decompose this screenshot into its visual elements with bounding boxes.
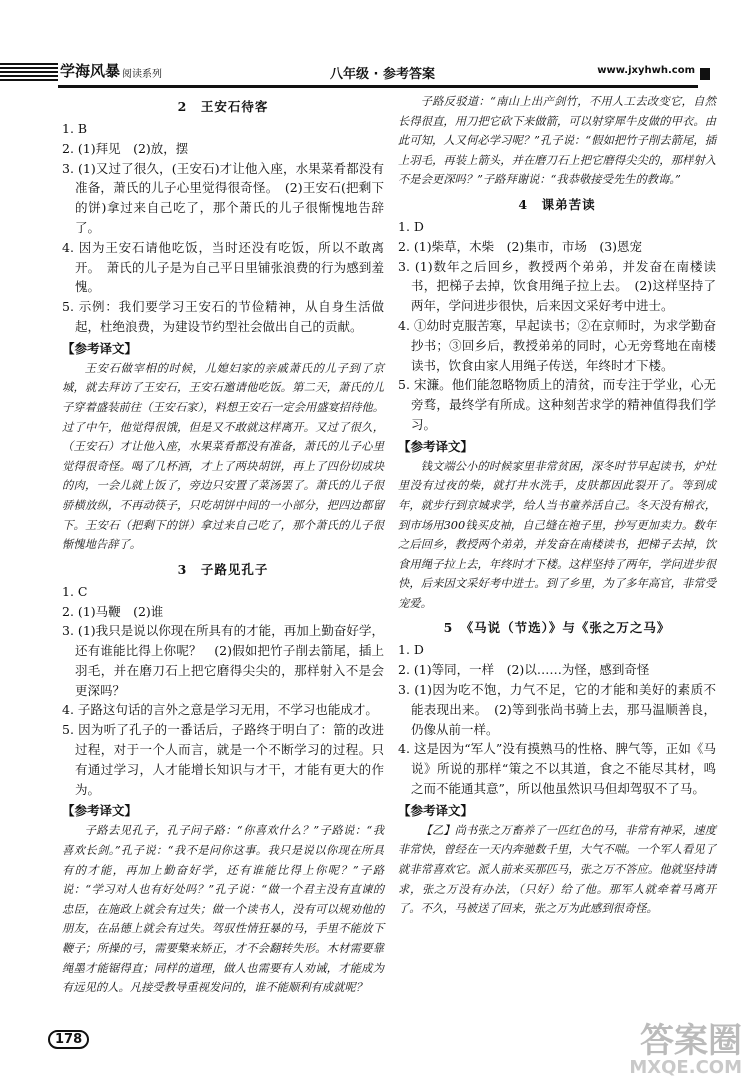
header-stripes	[0, 63, 58, 83]
left-column	[62, 92, 384, 998]
answer-item: 4. 这是因为“军人”没有摸熟马的性格、脾气等，正如《马说》所说的那样“策之不以其道，食之不能尽其材，鸣之而不能通其意”，所以他虽然识马但却驾驭不了马。	[398, 741, 716, 797]
answer-item: 2. (1)拜见 (2)放，摆	[62, 140, 189, 156]
reference-heading: 【参考译文】	[398, 438, 474, 454]
answer-item: 3. (1)因为吃不饱，力气不足，它的才能和美好的素质不能表现出来。 (2)等到张尚书骑上去，那马温顺善良，仍像从前一样。	[398, 682, 716, 737]
reference-translation-continued: 子路反驳道：“南山上出产剑竹，不用人工去改变它，自然长得很直，用刀把它砍下来做箭，可以射穿犀牛皮做的甲衣。由此可知，人又何必学习呢？”孔子说：“假如把竹子削去箭尾，插上羽毛，再装上箭头，并在磨刀石上把它磨得尖尖的，那样射入不是会更深吗？”子路拜谢说：“我恭敬接受先生的教诲。”	[398, 95, 716, 187]
website-url: www.jxyhwh.com	[597, 65, 695, 76]
answer-item: 1. D	[398, 642, 424, 658]
reference-heading: 【参考译文】	[62, 340, 138, 356]
answer-item: 5. 宋濂。他们能忽略物质上的清贫，而专注于学业，心无旁骛，最终学有所成。这种刻苦求学的精神值得我们学习。	[398, 377, 716, 432]
grade-title: 八年级 · 参考答案	[330, 67, 435, 82]
section-title: 5 《马说（节选）》与《张之万之马》	[443, 620, 671, 636]
answer-item: 4. 子路这句话的言外之意是学习无用，不学习也能成才。	[62, 702, 378, 718]
answer-item: 3. (1)数年之后回乡，教授两个弟弟，并发奋在南楼读书，把梯子去掉，饮食用绳子拉上去。 (2)这样坚持了两年，学问进步很快，后来因文采好考中进士。	[398, 258, 716, 314]
reference-translation: 钱文端公小的时候家里非常贫困，深冬时节早起读书，炉灶里没有过夜的柴，就打井水洗手，皮肤都因此裂开了。等到成年，就步行到京城求学，给人当书童养活自己。冬天没有棉衣，到市场用300钱买皮袖，自己缝在袍子里，抄写更加卖力。数年之后回乡，教授两个弟弟，并发奋在南楼读书，把梯子去掉，饮食用绳子拉上去，年终时才下楼。这样坚持了两年，学问进步很快，后来因文采好考中进士。到了乡里，为了多年高官，非常受宠爱。	[398, 459, 716, 610]
reference-translation: 子路去见孔子，孔子问子路：“你喜欢什么？”子路说：“我喜欢长剑。”孔子说：“我不是问你这事。我只是说以你现在所具有的才能，再加上勤奋好学，还有谁能比得上你呢？”子路说：“学习对人也有好处吗？”孔子说：“做一个君主没有直谏的忠臣，在施政上就会有过失；做一个读书人，没有可以规劝他的朋友，在品德上就会有过失。驾驭性情狂暴的马，手里不能放下鞭子；所操的弓，需要檠来矫正，才不会翻转失形。木材需要靠绳墨才能锯得直；同样的道理，做人也需要有人劝诫，才能成为有远见的人。凡接受教导重视发问的，谁不能顺利有成就呢？	[62, 824, 384, 995]
section-title: 2 王安石待客	[177, 99, 269, 114]
answer-item: 2. (1)马鞭 (2)谁	[62, 603, 164, 619]
watermark	[629, 1023, 742, 1077]
page-header	[0, 58, 750, 88]
watermark-domain: MXQE.COM	[629, 1057, 742, 1078]
page-footer	[48, 1028, 89, 1047]
section-title: 3 子路见孔子	[177, 561, 269, 577]
reference-translation: 【乙】尚书张之万畜养了一匹红色的马，非常有神采，速度非常快，曾经在一天内奔驰数千里，大气不喘。一个军人看见了就非常喜欢它。派人前来买那匹马，张之万不答应。他就坚持请求，张之万没有办法，（只好）给了他。那军人就牵着马离开了。不久，马被送了回来，张之万为此感到很奇怪。	[398, 823, 716, 916]
series-logo: 学海风暴	[60, 62, 121, 80]
series-name: 阅读系列	[122, 69, 162, 80]
right-column	[398, 92, 716, 919]
header-rule	[58, 85, 698, 88]
section-title: 4 课弟苦读	[518, 196, 596, 212]
answer-item: 2. (1)柴草，木柴 (2)集市，市场 (3)恩宠	[398, 238, 643, 254]
answer-item: 1. B	[62, 121, 88, 136]
answer-item: 5. 示例：我们要学习王安石的节俭精神，从自身生活做起，杜绝浪费，为建设节约型社会做出自己的贡献。	[62, 299, 384, 334]
reference-heading: 【参考译文】	[398, 802, 474, 818]
answer-item: 1. C	[62, 583, 88, 599]
page-number: 178	[48, 1030, 89, 1049]
answer-item: 1. D	[398, 218, 424, 234]
answer-item: 4. ①幼时克服苦寒，早起读书；②在京师时，为求学勤奋抄书；③回乡后，教授弟弟的同时，心无旁骛地在南楼读书，饮食由家人用绳子传送，年终时才下楼。	[398, 317, 716, 373]
reference-heading: 【参考译文】	[62, 803, 138, 819]
reference-translation: 王安石做宰相的时候，儿媳妇家的亲戚萧氏的儿子到了京城，就去拜访了王安石，王安石邀请他吃饭。第二天，萧氏的儿子穿着盛装前往（王安石家），料想王安石一定会用盛宴招待他。过了中午，他觉得很饿，但是又不敢就这样离开。又过了很久，（王安石）才让他入座，水果菜肴都没有准备，萧氏的儿子心里觉得很奇怪。喝了几杯酒，才上了两块胡饼，再上了四份切成块的肉，一会儿就上饭了，旁边只安置了菜汤罢了。萧氏的儿子很骄横放纵，不再动筷子，只吃胡饼中间的一小部分，把四边都留下。王安石（把剩下的饼）拿过来自己吃了，那个萧氏的儿子很惭愧地告辞了。	[62, 361, 384, 552]
answer-item: 3. (1)又过了很久，(王安石)才让他入座，水果菜肴都没有准备，萧氏的儿子心里觉得很奇怪。 (2)王安石(把剩下的饼)拿过来自己吃了，那个萧氏的儿子很惭愧地告辞了。	[62, 160, 384, 235]
answer-item: 5. 因为听了孔子的一番话后，子路终于明白了：箭的改进过程，对于一个人而言，就是一个不断学习的过程。只有通过学习，人才能增长知识与才干，才能有更大的作为。	[62, 722, 384, 797]
answer-item: 4. 因为王安石请他吃饭，当时还没有吃饭，所以不敢离开。 萧氏的儿子是为自己平日里铺张浪费的行为感到羞愧。	[62, 239, 384, 295]
answer-item: 3. (1)我只是说以你现在所具有的才能，再加上勤奋好学，还有谁能比得上你呢？ (2)假如把竹子削去箭尾，插上羽毛，并在磨刀石上把它磨得尖尖的，那样射入不是会更深吗？	[62, 623, 384, 698]
header-square	[700, 68, 710, 80]
watermark-logo: 答案圈	[640, 1021, 742, 1061]
answer-item: 2. (1)等同，一样 (2)以……为怪，感到奇怪	[398, 662, 650, 678]
